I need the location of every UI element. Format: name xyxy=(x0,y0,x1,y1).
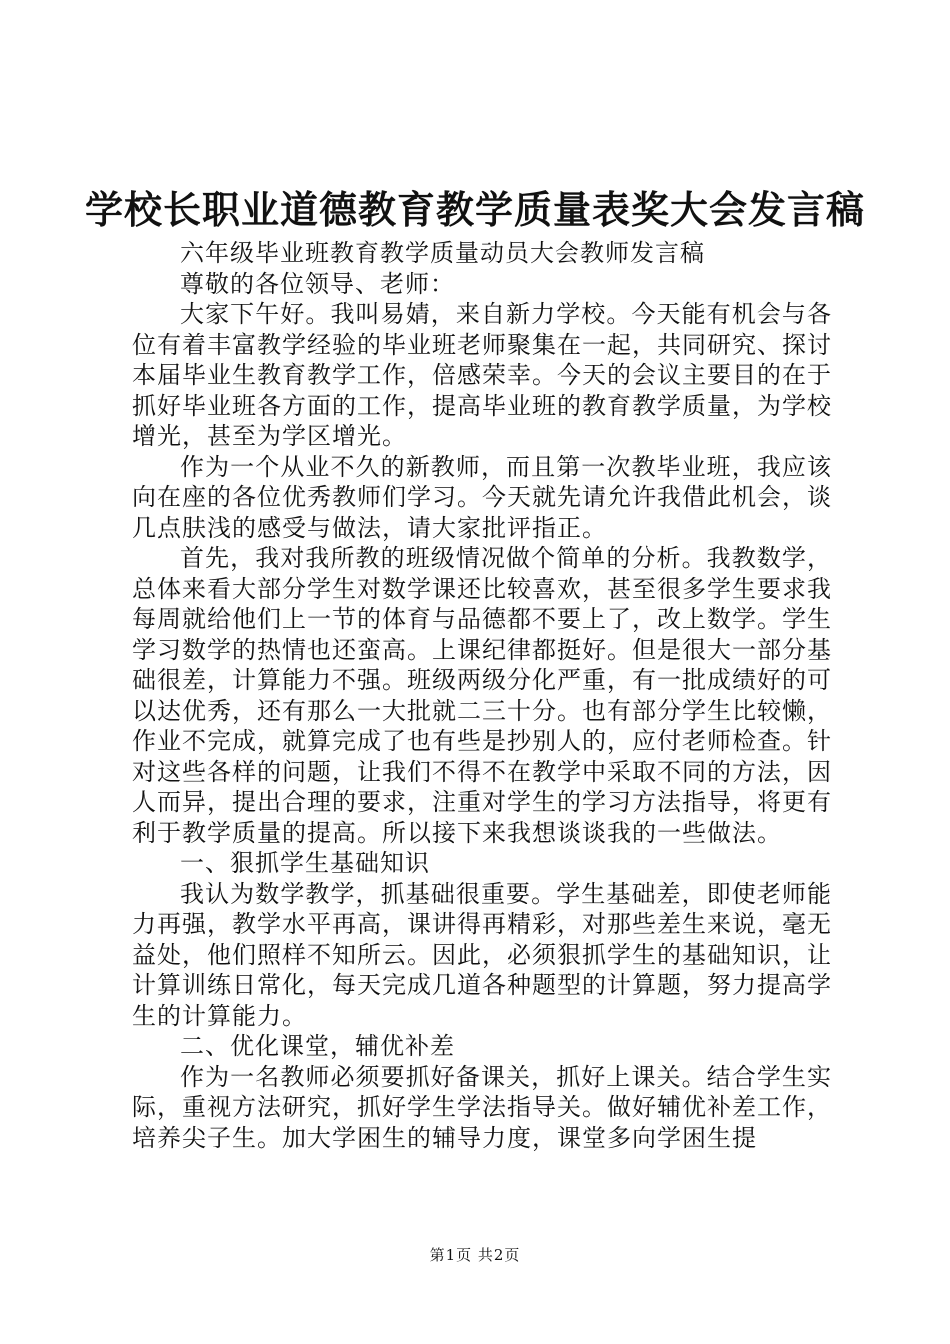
body-paragraph: 作为一名教师必须要抓好备课关，抓好上课关。结合学生实际，重视方法研究，抓好学生学法指导关。做好辅优补差工作，培养尖子生。加大学困生的辅导力度，课堂多向学困生提 xyxy=(132,1062,832,1152)
body-paragraph: 首先，我对我所教的班级情况做个简单的分析。我教数学，总体来看大部分学生对数学课还比较喜欢，甚至很多学生要求我每周就给他们上一节的体育与品德都不要上了，改上数学。学生学习数学的热情也还蛮高。上课纪律都挺好。但是很大一部分基础很差，计算能力不强。班级两级分化严重，有一批成绩好的可以达优秀，还有那么一大批就二三十分。也有部分学生比较懒，作业不完成，就算完成了也有些是抄别人的，应付老师检查。针对这些各样的问题，让我们不得不在教学中采取不同的方法，因人而异，提出合理的要求，注重对学生的学习方法指导，将更有利于教学质量的提高。所以接下来我想谈谈我的一些做法。 xyxy=(132,544,832,847)
document-body xyxy=(132,238,832,1153)
section-heading: 一、狠抓学生基础知识 xyxy=(180,849,430,877)
body-paragraph: 我认为数学教学，抓基础很重要。学生基础差，即使老师能力再强，教学水平再高，课讲得再精彩，对那些差生来说，毫无益处，他们照样不知所云。因此，必须狠抓学生的基础知识，让计算训练日常化，每天完成几道各种题型的计算题，努力提高学生的计算能力。 xyxy=(132,879,832,1030)
page-footer: 第1页 共2页 xyxy=(429,1246,521,1264)
body-paragraph: 作为一个从业不久的新教师，而且第一次教毕业班，我应该向在座的各位优秀教师们学习。今天就先请允许我借此机会，谈几点肤浅的感受与做法，请大家批评指正。 xyxy=(132,452,832,542)
body-paragraph: 大家下午好。我叫易婧，来自新力学校。今天能有机会与各位有着丰富教学经验的毕业班老师聚集在一起，共同研究、探讨本届毕业生教育教学工作，倍感荣幸。今天的会议主要目的在于抓好毕业班各方面的工作，提高毕业班的教育教学质量，为学校增光，甚至为学区增光。 xyxy=(132,300,832,450)
salutation-paragraph: 尊敬的各位领导、老师： xyxy=(180,269,455,298)
document-title: 学校长职业道德教育教学质量表奖大会发言稿 xyxy=(84,187,865,232)
subtitle-paragraph: 六年级毕业班教育教学质量动员大会教师发言稿 xyxy=(180,239,705,267)
section-heading: 二、优化课堂，辅优补差 xyxy=(180,1032,455,1060)
